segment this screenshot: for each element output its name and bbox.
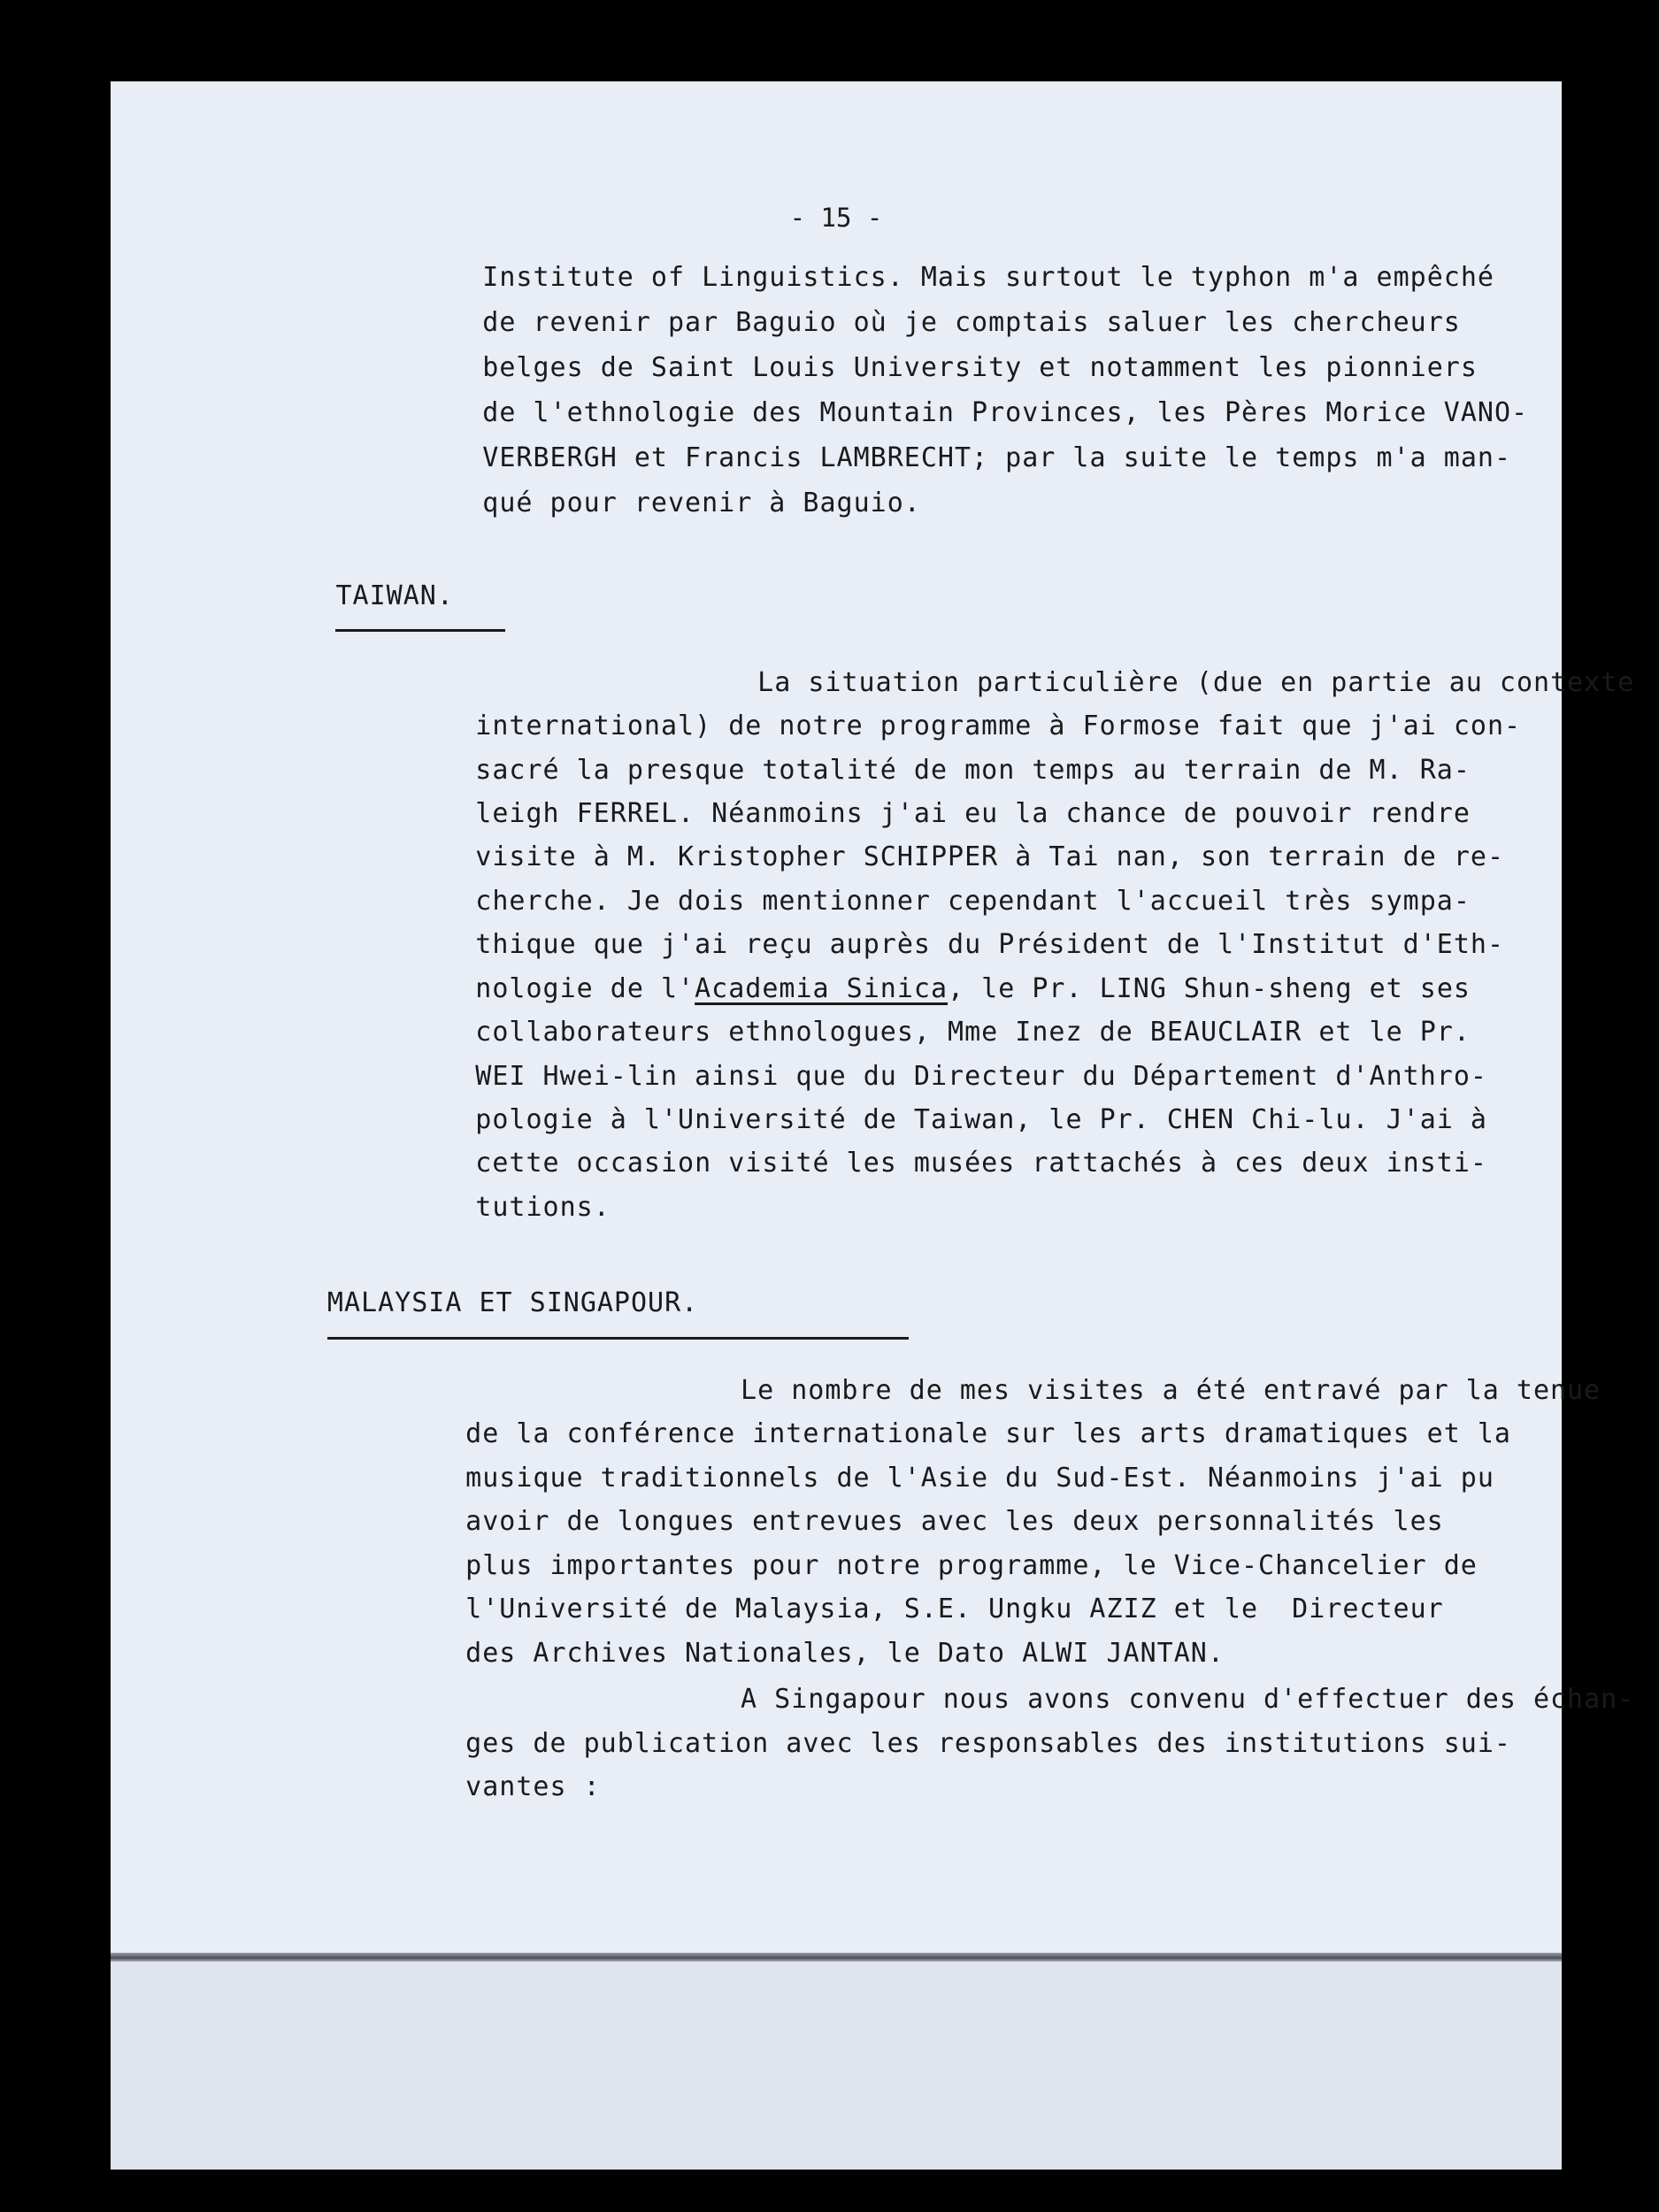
text-line: Institute of Linguistics. Mais surtout le typhon m'a empêché <box>482 262 1494 294</box>
text-line: La situation particulière (due en partie au contexte <box>757 666 1635 698</box>
text-line: leigh FERREL. Néanmoins j'ai eu la chance de pouvoir rendre <box>475 797 1471 829</box>
text-fragment: nologie de l' <box>475 972 695 1004</box>
text-line: plus importantes pour notre programme, le Vice-Chancelier de <box>465 1549 1478 1581</box>
text-line: des Archives Nationales, le Dato ALWI JANTAN. <box>465 1637 1225 1669</box>
text-line: cherche. Je dois mentionner cependant l'accueil très sympa- <box>475 885 1471 917</box>
text-line: visite à M. Kristopher SCHIPPER à Tai nan, son terrain de re- <box>475 841 1505 873</box>
page-fold-shadow <box>111 1953 1562 1962</box>
text-line: VERBERGH et Francis LAMBRECHT; par la suite le temps m'a man- <box>482 442 1512 474</box>
text-line: A Singapour nous avons convenu d'effectuer des échan- <box>741 1684 1635 1716</box>
section-heading-taiwan: TAIWAN. <box>335 580 454 612</box>
lower-page-band <box>111 1962 1562 2170</box>
text-line: belges de Saint Louis University et notamment les pionniers <box>482 352 1478 384</box>
text-line: de l'ethnologie des Mountain Provinces, les Pères Morice VANO- <box>482 397 1529 429</box>
text-line: thique que j'ai reçu auprès du Président de l'Institut d'Eth- <box>475 929 1505 961</box>
text-line: ges de publication avec les responsables des institutions sui- <box>465 1727 1511 1759</box>
text-line: Le nombre de mes visites a été entravé par la tenue <box>741 1375 1601 1407</box>
text-line: pologie à l'Université de Taiwan, le Pr. CHEN Chi-lu. J'ai à <box>475 1103 1487 1135</box>
text-line: cette occasion visité les musées rattachés à ces deux insti- <box>475 1148 1487 1179</box>
text-line: avoir de longues entrevues avec les deux personnalités les <box>465 1506 1444 1538</box>
text-line: qué pour revenir à Baguio. <box>482 488 921 519</box>
text-line: collaborateurs ethnologues, Mme Inez de BEAUCLAIR et le Pr. <box>475 1017 1471 1048</box>
text-fragment: , le Pr. LING Shun-sheng et ses <box>948 972 1471 1004</box>
section-heading-malaysia-singapour: MALAYSIA ET SINGAPOUR. <box>326 1287 699 1319</box>
text-line: de la conférence internationale sur les arts dramatiques et la <box>465 1418 1511 1450</box>
heading-underline <box>335 629 504 632</box>
underlined-institution-name: Academia Sinica <box>695 972 949 1004</box>
text-line: musique traditionnels de l'Asie du Sud-Est. Néanmoins j'ai pu <box>465 1462 1494 1494</box>
heading-underline <box>327 1337 909 1340</box>
text-line: WEI Hwei-lin ainsi que du Directeur du Département d'Anthro- <box>475 1060 1487 1092</box>
text-line: sacré la presque totalité de mon temps au terrain de M. Ra- <box>475 754 1471 786</box>
page-number: - 15 - <box>789 203 883 233</box>
text-line: vantes : <box>465 1771 601 1803</box>
text-line: international) de notre programme à Formose fait que j'ai con- <box>475 710 1522 742</box>
document-page <box>111 81 1635 2170</box>
text-line: tutions. <box>475 1191 611 1223</box>
text-line-academia <box>475 973 1471 1004</box>
text-line: l'Université de Malaysia, S.E. Ungku AZIZ et le Directeur <box>465 1594 1444 1625</box>
text-line: de revenir par Baguio où je comptais saluer les chercheurs <box>482 307 1461 339</box>
